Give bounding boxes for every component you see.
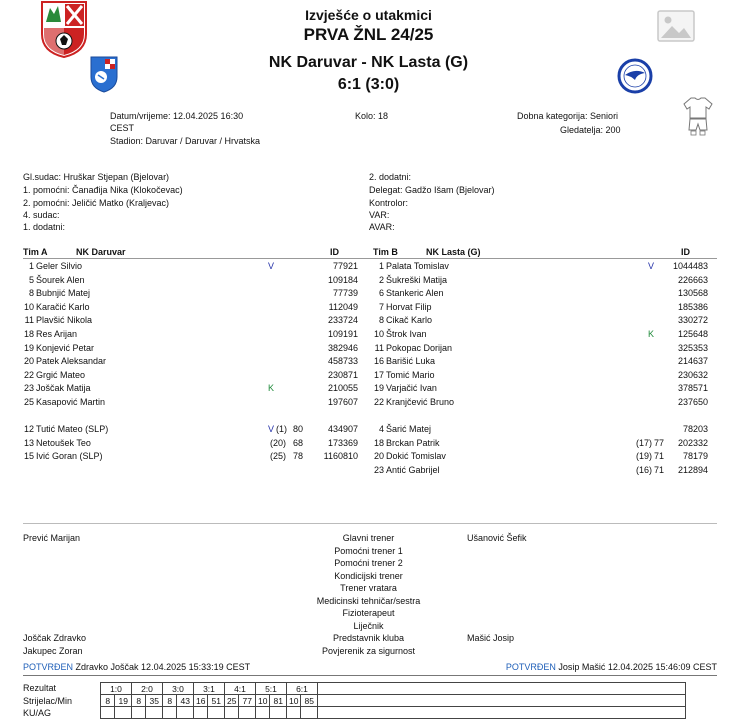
player-number: 19: [373, 383, 384, 394]
official-main-referee: Gl.sudac: Hruškar Stjepan (Bjelovar): [23, 172, 170, 182]
result-score: 3:1: [194, 683, 225, 695]
team_b-player-row: [368, 369, 708, 382]
scorer-minute: 77: [239, 695, 256, 707]
kuag-cell: [177, 707, 194, 719]
team_a-player-row: [18, 369, 358, 382]
player-id: 212894: [677, 464, 708, 475]
player-id: 434907: [327, 424, 358, 434]
player-name: Res Arijan: [36, 329, 78, 339]
staff-role: Predstavnik kluba: [332, 633, 405, 643]
age-category: Dobna kategorija: Seniori: [517, 111, 619, 121]
staff-role: Medicinski tehničar/sestra: [316, 595, 421, 606]
substitution-minute: 68: [293, 437, 304, 448]
result-score: 1:0: [101, 683, 132, 695]
team-header-divider: [23, 258, 717, 259]
player-number: 20: [23, 356, 34, 367]
player-name: Šarić Matej: [386, 424, 432, 434]
player-id: 1044483: [672, 261, 708, 271]
kuag-cell: [239, 707, 256, 719]
player-name: Šukreški Matija: [386, 274, 448, 285]
player-number: 6: [378, 288, 384, 299]
player-name: Brckan Patrik: [386, 437, 440, 448]
staff-role: Kondicijski trener: [334, 570, 403, 581]
player-number: 15: [23, 451, 34, 462]
player-id: 230632: [677, 369, 708, 380]
player-name: Pokopac Dorijan: [386, 342, 453, 353]
team_a-player-row: [18, 342, 358, 355]
player-number: 17: [373, 369, 384, 380]
player-id: 173369: [327, 437, 358, 448]
team_a-player-row: [18, 382, 358, 395]
staff-role: Pomoćni trener 2: [334, 558, 403, 568]
scorer-minute: 85: [301, 695, 318, 707]
official-avar: AVAR:: [369, 222, 395, 232]
substitution-ref: (25): [270, 451, 287, 462]
team_b-player-row: [368, 355, 708, 368]
player-id: 77739: [332, 288, 358, 299]
spectator-count: Gledatelja: 200: [560, 125, 621, 135]
kuag-cell: [225, 707, 239, 719]
player-id: 197607: [327, 397, 358, 407]
player-number: 22: [23, 369, 34, 380]
player-id: 226663: [677, 274, 708, 285]
ku-ag-label: KU/AG: [23, 708, 52, 718]
player-id: 237650: [677, 397, 708, 407]
player-number: 18: [373, 437, 384, 448]
team_a-player-row: [18, 301, 358, 314]
result-score: 6:1: [287, 683, 318, 695]
player-name: Barišić Luka: [386, 356, 436, 367]
home-security-officer: Jakupec Zoran: [23, 646, 83, 656]
team-b-name: NK Lasta (G): [426, 247, 481, 257]
player-number: 16: [373, 356, 384, 367]
player-number: 7: [378, 301, 384, 312]
player-number: 8: [28, 288, 34, 299]
team_a-player-row: [18, 260, 358, 273]
team_b-player-row: [368, 287, 708, 300]
substitution-minute: 80: [293, 424, 304, 434]
kuag-cell: [163, 707, 177, 719]
official-additional-2: 2. dodatni:: [369, 172, 412, 182]
kuag-cell: [101, 707, 115, 719]
substitution-ref: (1): [276, 424, 287, 434]
team_a-player-row: [18, 423, 358, 436]
scorer-number: 16: [194, 695, 208, 707]
away-confirm-text: Josip Mašić 12.04.2025 15:46:09 CEST: [558, 662, 717, 672]
team_b-player-row: [368, 464, 708, 477]
team-a-id-header: ID: [330, 247, 339, 257]
result-score: 5:1: [256, 683, 287, 695]
match-round: Kolo: 18: [355, 111, 389, 121]
team_a-player-row: [18, 355, 358, 368]
substitution-ref: (16): [636, 464, 653, 475]
player-role-mark: V: [268, 424, 275, 434]
results-kuag-row: [101, 707, 686, 719]
player-role-mark: V: [648, 261, 655, 271]
substitution-minute: 71: [654, 451, 665, 462]
player-number: 19: [23, 342, 34, 353]
player-id: 109184: [327, 274, 358, 285]
away-club-representative: Mašić Josip: [467, 633, 515, 643]
staff-role: Liječnik: [353, 620, 384, 631]
results-scorer-row: [101, 695, 686, 707]
home-team-name: NK Daruvar: [268, 54, 357, 71]
team-a-label: Tim A: [23, 247, 48, 257]
team_b-player-row: [368, 260, 708, 273]
kuag-cell: [115, 707, 132, 719]
scorer-number: 8: [132, 695, 146, 707]
player-id: 230871: [327, 369, 358, 380]
player-number: 22: [373, 397, 384, 407]
roster-divider: [23, 523, 717, 524]
player-name: Netoušek Teo: [36, 437, 91, 448]
player-number: 18: [23, 329, 34, 339]
team_a-player-row: [18, 314, 358, 327]
player-id: 382946: [327, 342, 358, 353]
team-a-name: NK Daruvar: [76, 247, 126, 257]
kuag-cell: [194, 707, 208, 719]
home-confirm-status: POTVRĐEN: [23, 662, 74, 672]
staff-role: Fizioterapeut: [342, 608, 395, 618]
player-name: Plavšić Nikola: [36, 315, 93, 326]
player-id: 325353: [677, 342, 708, 353]
away-team-name: NK Lasta (G): [371, 54, 469, 71]
league-title: PRVA ŽNL 24/25: [303, 25, 434, 44]
player-name: Karačić Karlo: [36, 301, 90, 312]
player-name: Dokić Tomislav: [386, 451, 446, 462]
final-score: 6:1 (3:0): [337, 76, 400, 93]
player-name: Tomić Mario: [386, 369, 435, 380]
result-score: 3:0: [163, 683, 194, 695]
player-id: 210055: [327, 383, 358, 394]
official-assistant-1: 1. pomoćni: Čanađija Nika (Klokočevac): [23, 185, 183, 195]
official-delegate: Delegat: Gadžo Išam (Bjelovar): [369, 185, 495, 195]
player-number: 8: [378, 315, 384, 326]
player-id: 330272: [677, 315, 708, 326]
scorer-number: 10: [287, 695, 301, 707]
player-name: Konjević Petar: [36, 342, 95, 353]
match-title: [0, 54, 737, 72]
player-id: 214637: [677, 356, 708, 367]
team-b-id-header: ID: [681, 247, 690, 257]
home-head-coach: Prević Marijan: [23, 533, 81, 543]
player-id: 78203: [682, 424, 708, 434]
away-head-coach: Ušanović Šefik: [467, 533, 527, 543]
player-id: 78179: [682, 451, 708, 462]
substitution-ref: (17): [636, 437, 653, 448]
player-name: Joščak Matija: [36, 383, 91, 394]
official-assistant-2: 2. pomoćni: Jeličić Matko (Kraljevac): [23, 198, 170, 208]
team_b-player-row: [368, 342, 708, 355]
team_b-player-row: [368, 301, 708, 314]
player-name: Bubnjić Matej: [36, 288, 91, 299]
results-label: Rezultat: [23, 683, 57, 693]
player-role-mark: K: [648, 329, 655, 339]
results-score-row: [101, 683, 686, 695]
player-name: Tutić Mateo (SLP): [36, 424, 109, 434]
scorers-label: Strijelac/Min: [23, 696, 73, 706]
player-name: Kranjčević Bruno: [386, 397, 455, 407]
scorer-minute: 81: [270, 695, 287, 707]
substitution-minute: 71: [654, 464, 665, 475]
player-id: 202332: [677, 437, 708, 448]
player-number: 13: [23, 437, 34, 448]
player-number: 11: [374, 342, 384, 353]
player-number: 12: [23, 424, 34, 434]
team_b-player-row: [368, 437, 708, 450]
report-title: Izvješće o utakmici: [305, 7, 432, 23]
kuag-cell: [146, 707, 163, 719]
official-fourth: 4. sudac:: [23, 210, 60, 220]
home-confirm-text: Zdravko Joščak 12.04.2025 15:33:19 CEST: [75, 662, 251, 672]
substitution-minute: 78: [293, 451, 304, 462]
official-additional-1: 1. dodatni:: [23, 222, 66, 232]
player-number: 10: [23, 301, 34, 312]
team_b-player-row: [368, 274, 708, 287]
home-club-representative: Joščak Zdravko: [23, 633, 87, 643]
player-number: 23: [373, 464, 384, 475]
player-name: Grgić Mateo: [36, 369, 86, 380]
player-name: Patek Aleksandar: [36, 356, 107, 367]
player-name: Geler Silvio: [36, 261, 83, 271]
player-id: 1160810: [323, 451, 358, 462]
kuag-cell: [270, 707, 287, 719]
team_b-player-row: [368, 423, 708, 436]
staff-role: Povjerenik za sigurnost: [321, 645, 416, 656]
player-name: Štrok Ivan: [386, 329, 427, 339]
team_b-player-row: [368, 450, 708, 463]
match-datetime: Datum/vrijeme: 12.04.2025 16:30: [110, 111, 244, 121]
away-confirmation: [506, 662, 717, 672]
team_a-player-row: [18, 274, 358, 287]
player-name: Stankeric Alen: [386, 288, 444, 299]
result-empty-cell: [318, 683, 686, 695]
team-b-label: Tim B: [373, 247, 398, 257]
scorer-number: 8: [101, 695, 115, 707]
scorer-minute: 51: [208, 695, 225, 707]
home-confirmation: [23, 662, 250, 672]
player-number: 5: [28, 274, 34, 285]
confirm-divider: [23, 675, 717, 676]
player-name: Cikač Karlo: [386, 315, 433, 326]
staff-role: Pomoćni trener 1: [334, 545, 403, 556]
player-id: 125648: [677, 329, 708, 339]
player-number: 4: [378, 424, 384, 434]
scorer-number: 8: [163, 695, 177, 707]
team_a-player-row: [18, 287, 358, 300]
team_b-player-row: [368, 382, 708, 395]
player-id: 185386: [677, 301, 708, 312]
team_a-player-row: [18, 328, 358, 341]
kuag-cell: [132, 707, 146, 719]
team_a-player-row: [18, 437, 358, 450]
player-number: 2: [378, 274, 384, 285]
substitution-ref: (19): [636, 451, 653, 462]
player-number: 23: [23, 383, 34, 394]
substitution-ref: (20): [270, 437, 287, 448]
player-number: 11: [24, 315, 34, 326]
team_a-player-row: [18, 450, 358, 463]
team_b-player-row: [368, 328, 708, 341]
player-name: Varjačić Ivan: [386, 383, 437, 394]
team_b-player-row: [368, 396, 708, 409]
player-role-mark: K: [268, 383, 275, 394]
player-id: 458733: [327, 356, 358, 367]
team_b-player-row: [368, 314, 708, 327]
scorer-minute: 43: [177, 695, 194, 707]
result-empty-cell: [318, 695, 686, 707]
player-name: Ivić Goran (SLP): [36, 451, 103, 462]
player-id: 77921: [332, 261, 358, 271]
result-score: 2:0: [132, 683, 163, 695]
away-confirm-status: POTVRĐEN: [505, 662, 556, 672]
player-name: Palata Tomislav: [386, 261, 449, 271]
player-number: 1: [28, 261, 34, 271]
player-id: 130568: [677, 288, 708, 299]
kuag-cell: [301, 707, 318, 719]
match-stadium: Stadion: Daruvar / Daruvar / Hrvatska: [110, 136, 261, 146]
official-var: VAR:: [369, 210, 390, 220]
player-name: Antić Gabrijel: [386, 464, 440, 475]
player-role-mark: V: [268, 261, 275, 271]
match-timezone: CEST: [110, 123, 135, 133]
team-separator: -: [361, 54, 367, 71]
player-id: 378571: [677, 383, 708, 394]
scorer-minute: 19: [115, 695, 132, 707]
scorer-number: 10: [256, 695, 270, 707]
kuag-cell: [208, 707, 225, 719]
results-table: [100, 682, 686, 719]
scorer-number: 25: [225, 695, 239, 707]
kit-icon: [683, 96, 713, 136]
staff-role: Trener vratara: [340, 583, 397, 593]
player-number: 25: [23, 397, 34, 407]
player-name: Kasapović Martin: [36, 397, 106, 407]
player-id: 109191: [327, 329, 358, 339]
official-controller: Kontrolor:: [369, 198, 409, 208]
player-name: Šourek Alen: [36, 274, 85, 285]
scorer-minute: 35: [146, 695, 163, 707]
kuag-cell: [256, 707, 270, 719]
kuag-cell: [287, 707, 301, 719]
staff-role: Glavni trener: [342, 533, 395, 543]
result-score: 4:1: [225, 683, 256, 695]
player-number: 1: [378, 261, 384, 271]
player-number: 10: [373, 329, 384, 339]
substitution-minute: 77: [654, 437, 665, 448]
player-name: Horvat Filip: [386, 301, 432, 312]
result-empty-cell: [318, 707, 686, 719]
team_a-player-row: [18, 396, 358, 409]
player-number: 20: [373, 451, 384, 462]
player-id: 233724: [327, 315, 358, 326]
player-id: 112049: [328, 301, 358, 312]
